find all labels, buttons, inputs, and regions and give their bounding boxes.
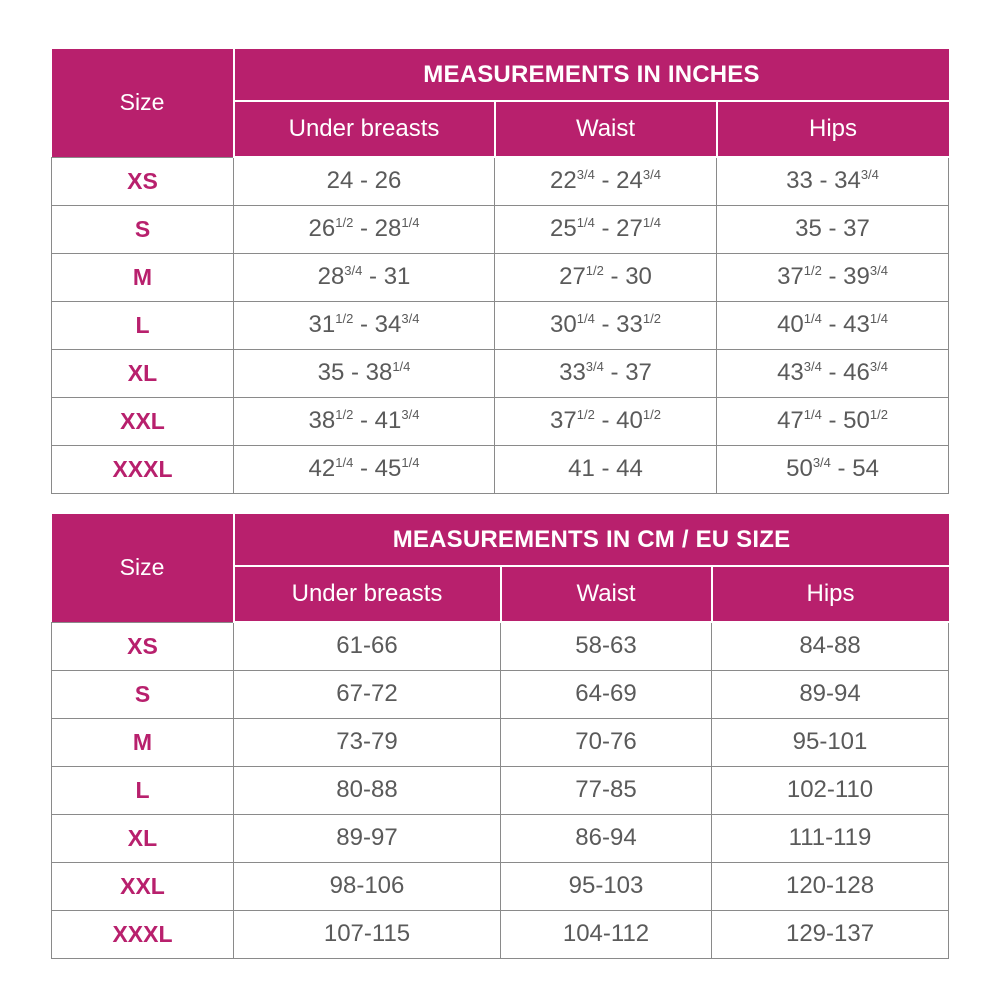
waist-cell: 95-103 (501, 862, 712, 910)
column-header-hips: Hips (717, 101, 949, 157)
size-cell: XS (52, 157, 234, 205)
column-header-under-breasts: Under breasts (234, 566, 501, 622)
table-title: MEASUREMENTS IN CM / EU SIZE (234, 514, 949, 566)
hips-cell: 89-94 (712, 670, 949, 718)
size-column-header: Size (52, 514, 234, 622)
waist-cell: $27^{1/2} - 30$ (495, 253, 717, 301)
hips-cell: $33 - 34^{3/4}$ (717, 157, 949, 205)
hips-cell: 111-119 (712, 814, 949, 862)
under-breasts-cell: $26^{1/2} - 28^{1/4}$ (234, 205, 495, 253)
waist-cell: $25^{1/4} - 27^{1/4}$ (495, 205, 717, 253)
table-row (52, 670, 949, 718)
under-breasts-cell: $38^{1/2} - 41^{3/4}$ (234, 397, 495, 445)
under-breasts-cell: 89-97 (234, 814, 501, 862)
hips-cell: 120-128 (712, 862, 949, 910)
waist-cell: 64-69 (501, 670, 712, 718)
table-row (52, 766, 949, 814)
hips-cell: $50^{3/4} - 54$ (717, 445, 949, 493)
under-breasts-cell: 24 - 26 (234, 157, 495, 205)
size-cell: XL (52, 349, 234, 397)
waist-cell: 58-63 (501, 622, 712, 670)
size-cell: XS (52, 622, 234, 670)
hips-cell: 95-101 (712, 718, 949, 766)
table-row (52, 253, 949, 301)
column-header-under-breasts: Under breasts (234, 101, 495, 157)
waist-cell: $33^{3/4} - 37$ (495, 349, 717, 397)
table-body (52, 157, 949, 493)
under-breasts-cell: 80-88 (234, 766, 501, 814)
size-chart-cm (51, 514, 949, 959)
hips-cell: $47^{1/4} - 50^{1/2}$ (717, 397, 949, 445)
table-title: MEASUREMENTS IN INCHES (234, 49, 949, 101)
under-breasts-cell: 98-106 (234, 862, 501, 910)
size-cell: XXXL (52, 445, 234, 493)
column-header-hips: Hips (712, 566, 949, 622)
size-cell: S (52, 205, 234, 253)
under-breasts-cell: 61-66 (234, 622, 501, 670)
hips-cell: $37^{1/2} - 39^{3/4}$ (717, 253, 949, 301)
table-row (52, 205, 949, 253)
table-row (52, 301, 949, 349)
table-row (52, 397, 949, 445)
waist-cell: 77-85 (501, 766, 712, 814)
hips-cell: 84-88 (712, 622, 949, 670)
size-cell: M (52, 718, 234, 766)
table-row (52, 862, 949, 910)
size-cell: XXL (52, 397, 234, 445)
table-row (52, 814, 949, 862)
hips-cell: $43^{3/4} - 46^{3/4}$ (717, 349, 949, 397)
waist-cell: 104-112 (501, 910, 712, 958)
table-row (52, 910, 949, 958)
size-cell: S (52, 670, 234, 718)
table-row (52, 622, 949, 670)
hips-cell: 102-110 (712, 766, 949, 814)
size-cell: XXL (52, 862, 234, 910)
size-cell: XL (52, 814, 234, 862)
table-row (52, 718, 949, 766)
size-cell: M (52, 253, 234, 301)
under-breasts-cell: $28^{3/4} - 31$ (234, 253, 495, 301)
hips-cell: 129-137 (712, 910, 949, 958)
size-chart-inches (51, 49, 949, 494)
waist-cell: $22^{3/4} - 24^{3/4}$ (495, 157, 717, 205)
waist-cell: $30^{1/4} - 33^{1/2}$ (495, 301, 717, 349)
column-header-waist: Waist (501, 566, 712, 622)
waist-cell: $37^{1/2} - 40^{1/2}$ (495, 397, 717, 445)
table-row (52, 445, 949, 493)
waist-cell: 41 - 44 (495, 445, 717, 493)
size-column-header: Size (52, 49, 234, 157)
waist-cell: 70-76 (501, 718, 712, 766)
table-body (52, 622, 949, 958)
size-cell: L (52, 301, 234, 349)
hips-cell: 35 - 37 (717, 205, 949, 253)
under-breasts-cell: 107-115 (234, 910, 501, 958)
size-cell: XXXL (52, 910, 234, 958)
column-header-waist: Waist (495, 101, 717, 157)
under-breasts-cell: $42^{1/4} - 45^{1/4}$ (234, 445, 495, 493)
hips-cell: $40^{1/4} - 43^{1/4}$ (717, 301, 949, 349)
waist-cell: 86-94 (501, 814, 712, 862)
table-row (52, 157, 949, 205)
size-cell: L (52, 766, 234, 814)
under-breasts-cell: $31^{1/2} - 34^{3/4}$ (234, 301, 495, 349)
table-row (52, 349, 949, 397)
under-breasts-cell: $35 - 38^{1/4}$ (234, 349, 495, 397)
under-breasts-cell: 67-72 (234, 670, 501, 718)
under-breasts-cell: 73-79 (234, 718, 501, 766)
